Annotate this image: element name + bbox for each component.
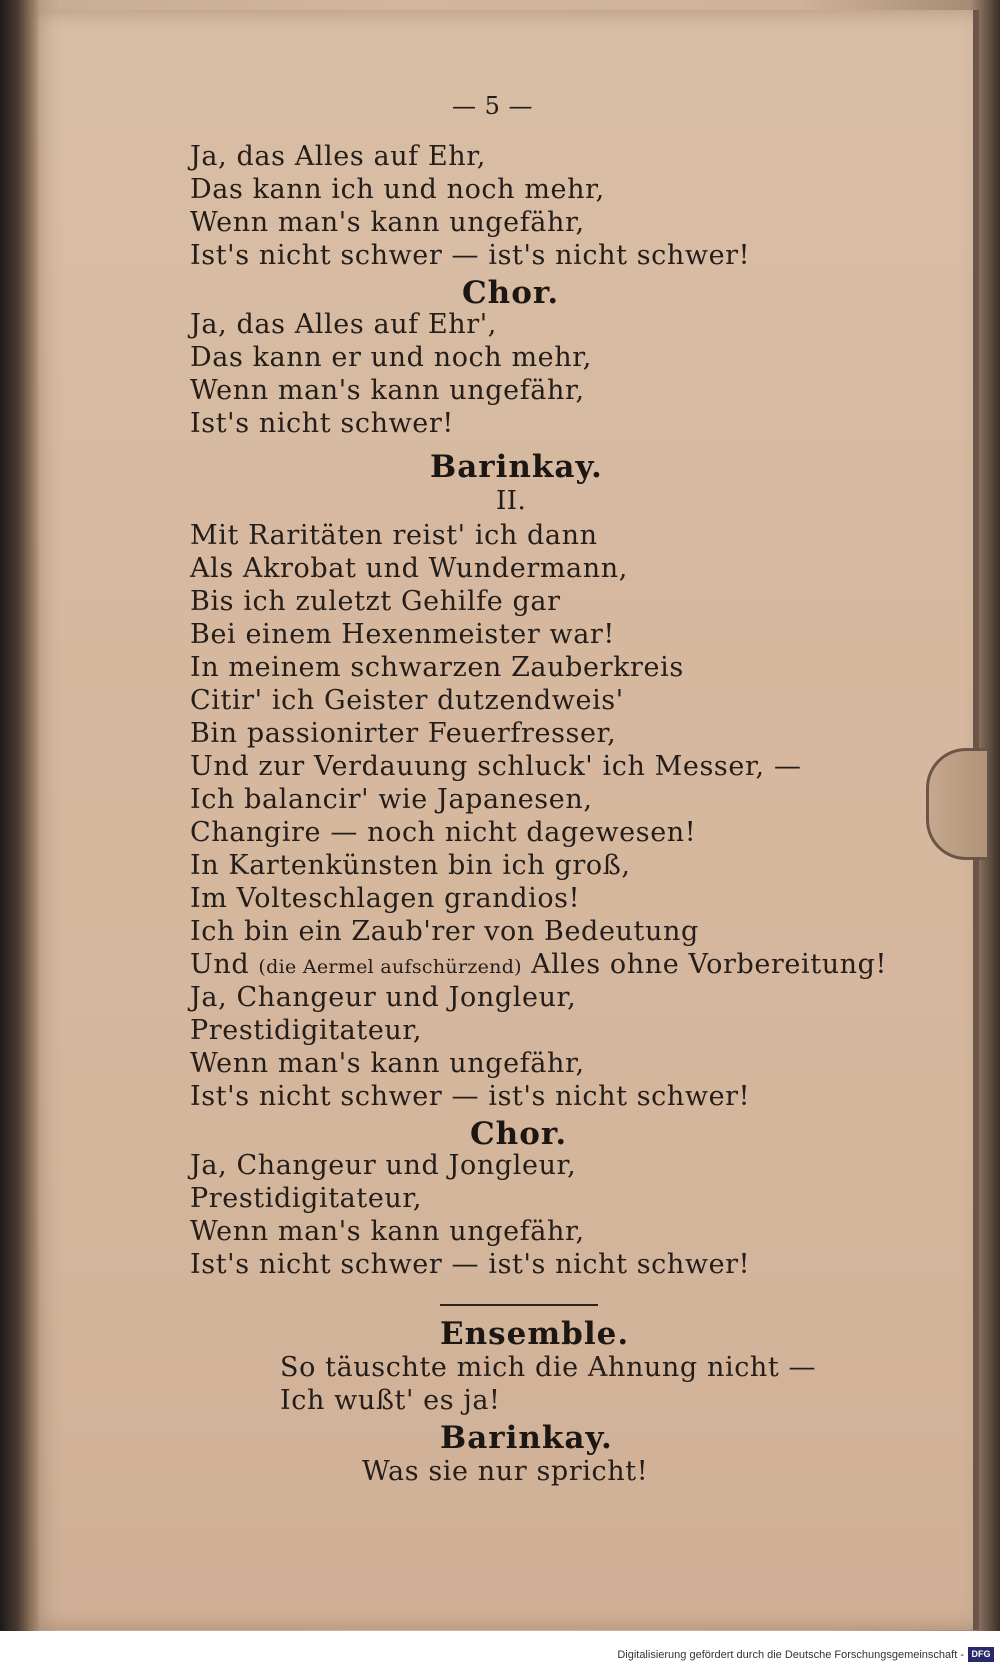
page-number: — 5 — [452, 92, 534, 120]
text-line: Wenn man's kann ungefähr, [190, 1216, 585, 1247]
text-line: Das kann er und noch mehr, [190, 342, 592, 373]
text-line: Ist's nicht schwer — ist's nicht schwer! [190, 1081, 751, 1112]
speaker-heading-ensemble: Ensemble. [440, 1316, 630, 1352]
page-clip-tab [926, 748, 987, 860]
speaker-heading-barinkay: Barinkay. [440, 1420, 613, 1456]
text-line: Und zur Verdauung schluck' ich Messer, — [190, 751, 802, 782]
speaker-heading-chor: Chor. [470, 1116, 568, 1152]
line-start: Und [190, 949, 250, 980]
text-line: Ja, das Alles auf Ehr, [190, 141, 486, 172]
text-line: Prestidigitateur, [190, 1183, 423, 1214]
text-line: So täuschte mich die Ahnung nicht — [280, 1352, 817, 1383]
text-line: In Kartenkünsten bin ich groß, [190, 850, 631, 881]
line-end: Alles ohne Vorbereitung! [531, 949, 888, 980]
text-line: Bis ich zuletzt Gehilfe gar [190, 586, 561, 617]
text-line: Ich balancir' wie Japanesen, [190, 784, 593, 815]
stage-direction: (die Aermel aufschürzend) [258, 956, 522, 978]
text-line: Ist's nicht schwer! [190, 408, 454, 439]
section-divider [440, 1304, 598, 1306]
text-line: Ja, Changeur und Jongleur, [190, 1150, 577, 1181]
text-line: In meinem schwarzen Zauberkreis [190, 652, 684, 683]
text-line: Wenn man's kann ungefähr, [190, 375, 585, 406]
text-line: Bin passionirter Feuerfresser, [190, 718, 617, 749]
text-line: Ich bin ein Zaub'rer von Bedeutung [190, 916, 699, 947]
text-line: Changire — noch nicht dagewesen! [190, 817, 697, 848]
text-line: Im Volteschlagen grandios! [190, 883, 581, 914]
text-line: Ja, das Alles auf Ehr', [190, 309, 497, 340]
text-line: Ja, Changeur und Jongleur, [190, 982, 577, 1013]
verse-numeral: II. [496, 486, 527, 516]
text-line: Ich wußt' es ja! [280, 1385, 501, 1416]
text-line-with-stage-direction [190, 949, 887, 980]
speaker-heading-barinkay: Barinkay. [430, 449, 603, 485]
text-line: Ist's nicht schwer — ist's nicht schwer! [190, 1249, 751, 1280]
text-line: Das kann ich und noch mehr, [190, 174, 605, 205]
text-line: Als Akrobat und Wundermann, [190, 553, 628, 584]
text-line: Mit Raritäten reist' ich dann [190, 520, 598, 551]
book-binding-edge [0, 0, 40, 1669]
speaker-heading-chor: Chor. [462, 275, 560, 311]
text-line: Was sie nur spricht! [362, 1456, 649, 1487]
digitization-credit: Digitalisierung gefördert durch die Deutsche Forschungsgemeinschaft - [617, 1649, 964, 1661]
text-line: Wenn man's kann ungefähr, [190, 1048, 585, 1079]
text-line: Wenn man's kann ungefähr, [190, 207, 585, 238]
dfg-logo: DFG [968, 1647, 994, 1662]
text-line: Prestidigitateur, [190, 1015, 423, 1046]
text-line: Bei einem Hexenmeister war! [190, 619, 615, 650]
text-line: Citir' ich Geister dutzendweis' [190, 685, 624, 716]
text-line: Ist's nicht schwer — ist's nicht schwer! [190, 240, 751, 271]
